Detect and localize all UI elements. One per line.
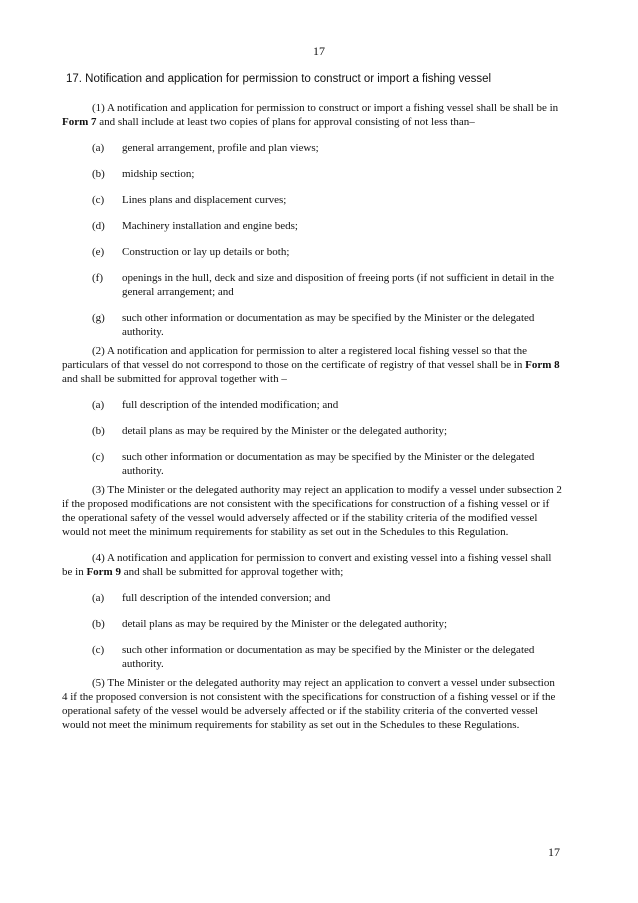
list-item-label: (a): [92, 142, 105, 154]
list-item-text: full description of the intended conversion; and: [122, 592, 331, 604]
list-item: [62, 643, 562, 671]
list-item-label: (b): [92, 618, 105, 630]
section-heading: 17. Notification and application for permission to construct or import a fishing vessel: [66, 73, 492, 85]
list-item-label: (e): [92, 246, 105, 258]
paragraph-2-text: (2) A notification and application for permission to alter a registered local fishing vessel so that the particulars of that vessel do not correspond to those on the certificate of registry of that vessel shall be in: [62, 345, 527, 371]
list-item-text: Machinery installation and engine beds;: [122, 220, 298, 232]
list-2: [62, 398, 562, 478]
list-item-text: detail plans as may be required by the Minister or the delegated authority;: [122, 618, 448, 630]
list-item-text: such other information or documentation as may be specified by the Minister or the delegated authority.: [122, 451, 535, 477]
list-item-text: general arrangement, profile and plan views;: [122, 142, 319, 154]
list-item-text: full description of the intended modification; and: [122, 399, 339, 411]
list-item-label: (c): [92, 644, 105, 656]
form-reference: Form 8: [525, 359, 560, 371]
list-item: [62, 450, 562, 478]
list-item-label: (b): [92, 168, 105, 180]
list-item-label: (c): [92, 194, 105, 206]
paragraph-3: (3) The Minister or the delegated authority may reject an application to modify a vessel under subsection 2 if the proposed modifications are not consistent with the specifications for construction of a fishing vessel or if the operational safety of the vessel would adversely affected or if the stability criteria of the modified vessel would not meet the minimum requirements for stability as set out in the Schedules to this Regulation.: [62, 484, 562, 538]
list-item: [62, 271, 562, 299]
list-item: [62, 141, 562, 155]
list-item: [62, 193, 562, 207]
list-item-label: (d): [92, 220, 105, 232]
form-reference: Form 7: [62, 116, 97, 128]
list-item: [62, 167, 562, 181]
list-item: [62, 617, 562, 631]
list-item-text: detail plans as may be required by the Minister or the delegated authority;: [122, 425, 448, 437]
list-1: [62, 141, 562, 339]
list-item-label: (a): [92, 592, 105, 604]
paragraph-4-text-end: and shall be submitted for approval together with;: [120, 566, 344, 578]
section-body: [62, 101, 562, 732]
paragraph-4-text: (4) A notification and application for permission to convert and existing vessel into a fishing vessel shall be in: [62, 552, 552, 578]
paragraph-1-text-end: and shall include at least two copies of plans for approval consisting of not less than–: [96, 116, 475, 128]
list-item: [62, 424, 562, 438]
paragraph-1: [62, 101, 562, 129]
form-reference: Form 9: [86, 566, 121, 578]
list-item: [62, 591, 562, 605]
list-item-label: (b): [92, 425, 105, 437]
list-item-label: (c): [92, 451, 105, 463]
paragraph-2-text-end: and shall be submitted for approval together with –: [62, 373, 287, 385]
list-item-text: midship section;: [122, 168, 195, 180]
page-number-bottom: 17: [548, 845, 560, 859]
paragraph-1-text: (1) A notification and application for permission to construct or import a fishing vessel shall be shall be in: [92, 102, 559, 114]
list-item-label: (g): [92, 312, 105, 324]
list-item-text: such other information or documentation as may be specified by the Minister or the delegated authority.: [122, 312, 535, 338]
list-3: [62, 591, 562, 671]
list-item-text: Construction or lay up details or both;: [122, 246, 290, 258]
list-item: [62, 398, 562, 412]
list-item-text: such other information or documentation as may be specified by the Minister or the delegated authority.: [122, 644, 535, 670]
list-item-text: openings in the hull, deck and size and disposition of freeing ports (if not sufficient in detail in the general arrangement; and: [122, 272, 555, 298]
list-item: [62, 311, 562, 339]
paragraph-5: (5) The Minister or the delegated authority may reject an application to convert a vessel under subsection 4 if the proposed conversion is not consistent with the specifications for construction of a fishing vessel or if the operational safety of the vessel would be adversely affected or if the stability criteria of the converted vessel would not meet the minimum requirements for stability as set out in the Schedules to these Regulations.: [62, 677, 556, 731]
list-item-text: Lines plans and displacement curves;: [122, 194, 287, 206]
page-number-top: 17: [313, 44, 325, 58]
paragraph-4: [62, 551, 562, 579]
list-item-label: (a): [92, 399, 105, 411]
paragraph-2: [62, 344, 562, 386]
list-item: [62, 245, 562, 259]
list-item-label: (f): [92, 272, 103, 284]
list-item: [62, 219, 562, 233]
